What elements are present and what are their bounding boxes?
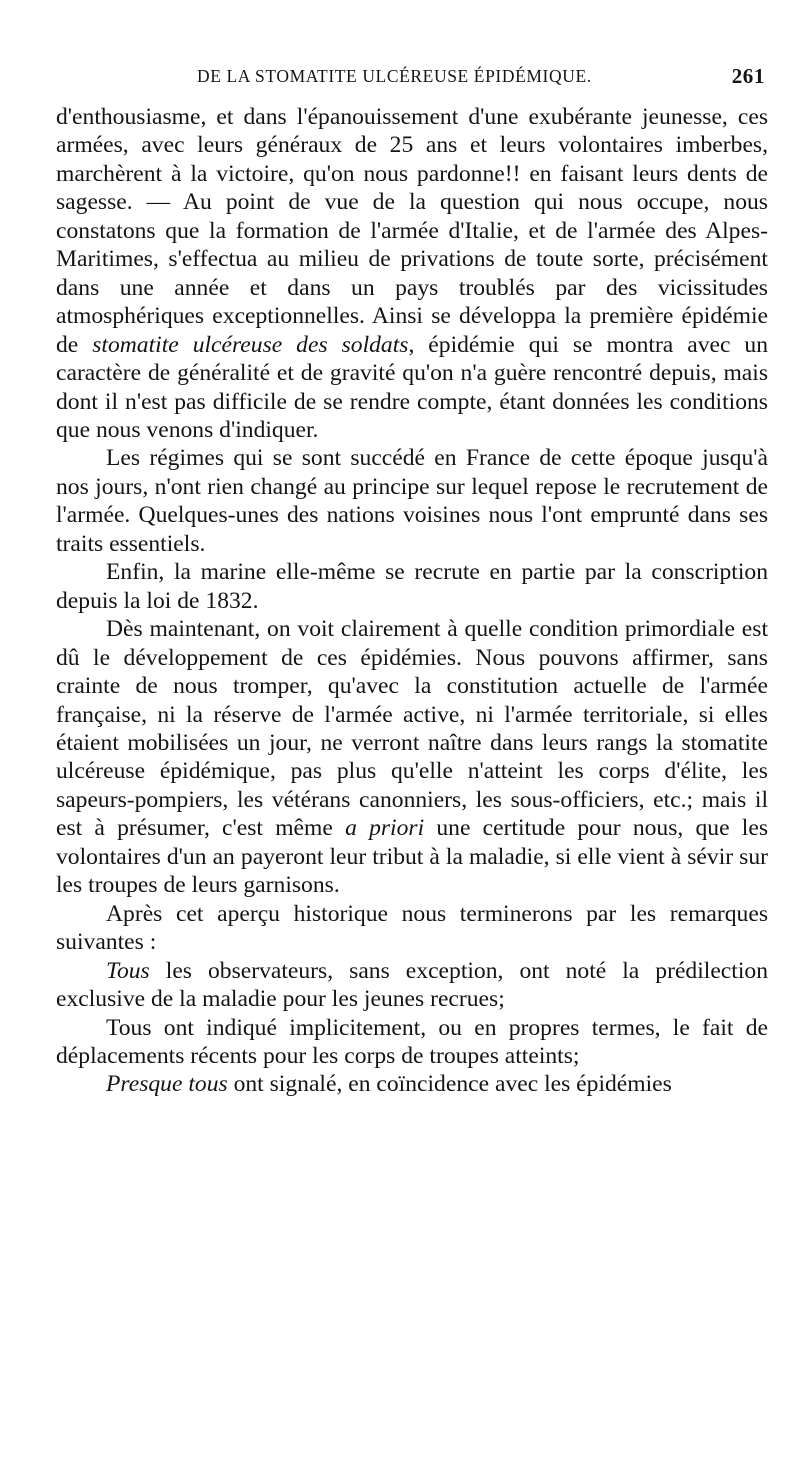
paragraph	[56, 103, 768, 444]
paragraph	[56, 444, 768, 558]
paragraph	[56, 1070, 768, 1098]
paragraph-text: , épidémie qui se montra avec un caractère de généralité et de gravité qu'on n'a guère rencontré depuis, mais dont il n'est pas difficile de se rendre compte, étant données les conditions que nous venons d'indiquer.	[56, 331, 769, 443]
running-title: DE LA STOMATITE ULCÉREUSE ÉPIDÉMIQUE.	[197, 66, 592, 86]
paragraph-text: Dès maintenant, on voit clairement à quelle condition primordiale est dû le développement de ces épidémies. Nous pouvons affirmer, sans crainte de nous tromper, qu'avec la constitution actuelle de l'armée française, ni la réserve de l'armée active, ni l'armée territoriale, si elles étaient mobilisées un jour, ne verront naître dans leurs rangs la stomatite ulcéreuse épidémique, pas plus qu'elle n'atteint les corps d'élite, les sapeurs-pompiers, les vétérans canonniers, les sous-officiers, etc.; mais il est à présumer, c'est même	[56, 616, 768, 842]
paragraph	[56, 900, 768, 957]
paragraph	[56, 1014, 768, 1071]
paragraph-text: Après cet aperçu historique nous terminerons par les remarques suivantes :	[56, 900, 768, 956]
italic-text: stomatite ulcéreuse des soldats	[92, 331, 409, 358]
running-header	[105, 62, 765, 92]
italic-text: Presque tous	[106, 1071, 228, 1098]
paragraph-text: une certitude pour nous, que les volontaires d'un an payeront leur tribut à la maladie, si elle vient à sévir sur les troupes de leurs garnisons.	[56, 815, 768, 899]
page-number: 261	[731, 64, 765, 88]
paragraph-text: Tous ont indiqué implicitement, ou en propres termes, le fait de déplacements récents pour les corps de troupes atteints;	[56, 1014, 768, 1069]
italic-text: a priori	[345, 815, 425, 842]
paragraph	[56, 558, 768, 615]
paragraph-text: d'enthousiasme, et dans l'épanouissement d'une exubérante jeunesse, ces armées, avec leurs généraux de 25 ans et leurs volontaires imberbes, marchèrent à la victoire, qu'on nous pardonne!! en faisant leurs dents de sagesse. — Au point de vue de la question qui nous occupe, nous constatons que la formation de l'armée d'Italie, et de l'armée des Alpes-Maritimes, s'effectua au milieu de privations de toute sorte, précisément dans une année et dans un pays troublés par des vicissitudes atmosphériques exceptionnelles. Ainsi se développa la première épidémie de	[56, 104, 768, 358]
paragraph	[56, 615, 768, 900]
paragraph-text: les observateurs, sans exception, ont noté la prédilection exclusive de la maladie pour les jeunes recrues;	[56, 957, 768, 1013]
paragraph-text: Les régimes qui se sont succédé en France de cette époque jusqu'à nos jours, n'ont rien changé au principe sur lequel repose le recrutement de l'armée. Quelques-unes des nations voisines nous l'ont emprunté dans ses traits essentiels.	[56, 445, 768, 557]
paragraph-text: Enfin, la marine elle-même se recrute en partie par la conscription depuis la loi de 1832.	[56, 559, 768, 614]
paragraph	[56, 957, 768, 1014]
body-text	[56, 103, 768, 1099]
paragraph-text: ont signalé, en coïncidence avec les épidémies	[227, 1071, 672, 1098]
italic-text: Tous	[106, 957, 150, 984]
